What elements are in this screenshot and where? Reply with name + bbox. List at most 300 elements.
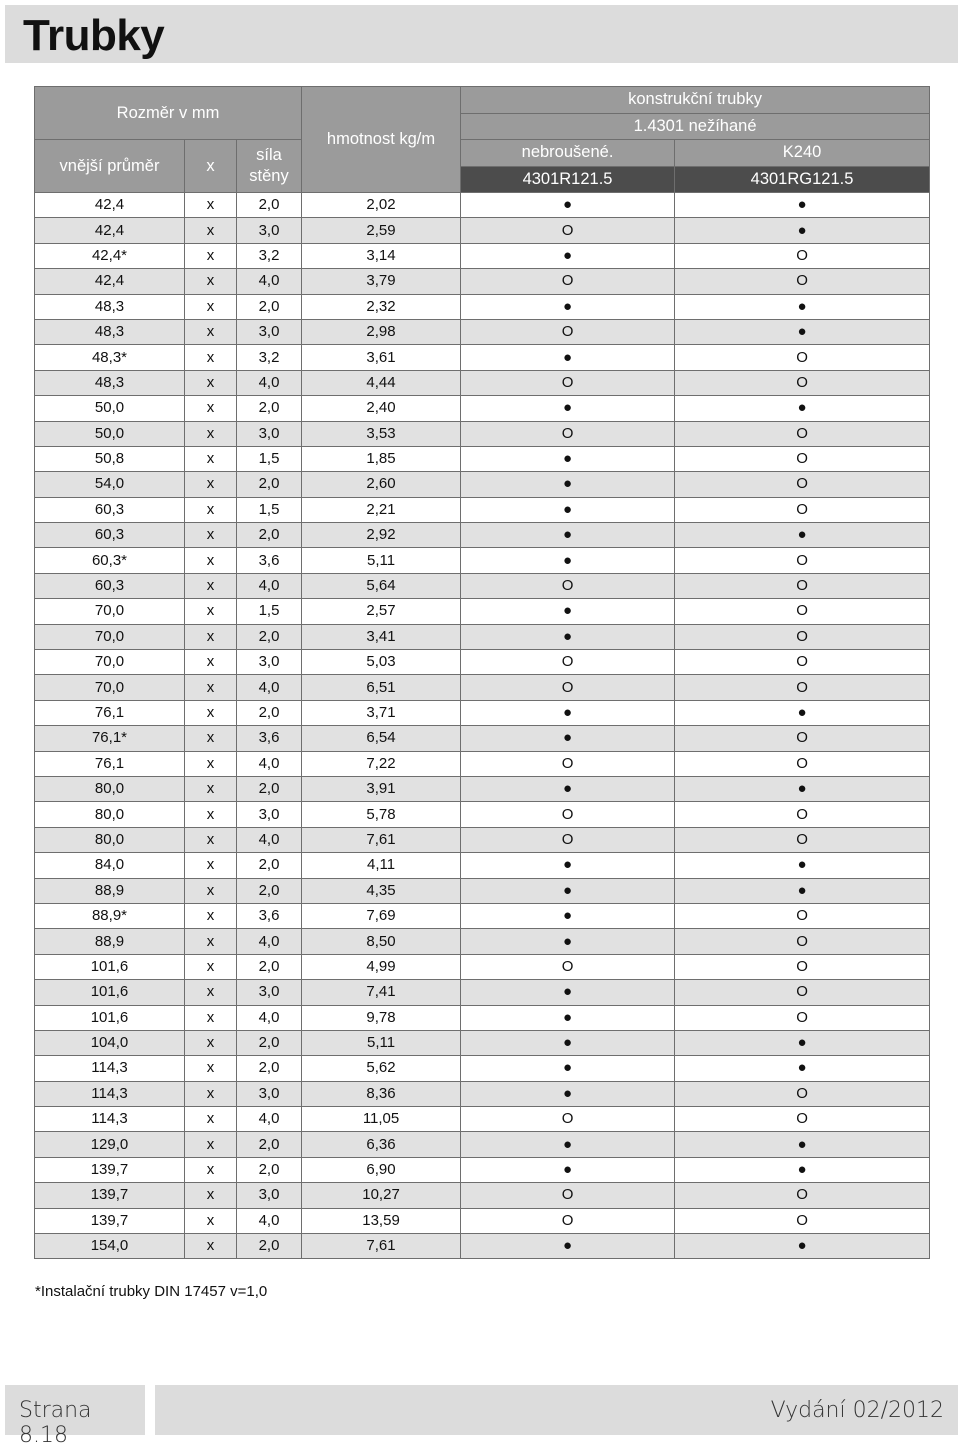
outer-diameter-cell: 48,3 <box>35 294 185 319</box>
outer-diameter-cell: 84,0 <box>35 853 185 878</box>
weight-cell: 8,36 <box>302 1081 461 1106</box>
outer-diameter-cell: 114,3 <box>35 1056 185 1081</box>
variant-b-availability: O <box>675 726 930 751</box>
wall-thickness-cell: 3,0 <box>237 1081 302 1106</box>
outer-diameter-cell: 70,0 <box>35 675 185 700</box>
outer-diameter-cell: 42,4 <box>35 193 185 218</box>
weight-cell: 2,02 <box>302 193 461 218</box>
variant-a-availability: ● <box>461 903 675 928</box>
x-cell: x <box>185 1157 237 1182</box>
x-cell: x <box>185 319 237 344</box>
wall-thickness-cell: 4,0 <box>237 1005 302 1030</box>
variant-b-availability: ● <box>675 523 930 548</box>
wall-thickness-cell: 4,0 <box>237 1107 302 1132</box>
table-row <box>35 853 930 878</box>
table-header <box>35 87 930 193</box>
weight-cell: 9,78 <box>302 1005 461 1030</box>
table-body <box>35 193 930 1259</box>
variant-a-availability: ● <box>461 1081 675 1106</box>
weight-cell: 2,21 <box>302 497 461 522</box>
variant-b-availability: O <box>675 929 930 954</box>
variant-a-availability: ● <box>461 294 675 319</box>
x-cell: x <box>185 954 237 979</box>
x-cell: x <box>185 294 237 319</box>
wall-thickness-cell: 3,0 <box>237 421 302 446</box>
outer-diameter-cell: 50,8 <box>35 446 185 471</box>
variant-b-availability: ● <box>675 218 930 243</box>
x-cell: x <box>185 853 237 878</box>
x-cell: x <box>185 497 237 522</box>
x-cell: x <box>185 650 237 675</box>
wall-thickness-cell: 4,0 <box>237 573 302 598</box>
table-row <box>35 650 930 675</box>
table-row <box>35 243 930 268</box>
variant-a-availability: ● <box>461 624 675 649</box>
weight-cell: 2,60 <box>302 472 461 497</box>
wall-thickness-cell: 4,0 <box>237 929 302 954</box>
variant-a-availability: O <box>461 751 675 776</box>
variant-b-availability: ● <box>675 319 930 344</box>
weight-cell: 6,36 <box>302 1132 461 1157</box>
x-cell: x <box>185 929 237 954</box>
table-row <box>35 370 930 395</box>
table-row <box>35 421 930 446</box>
variant-b-availability: O <box>675 548 930 573</box>
variant-b-availability: O <box>675 421 930 446</box>
table-row <box>35 827 930 852</box>
wall-thickness-cell: 2,0 <box>237 624 302 649</box>
variant-a-availability: ● <box>461 726 675 751</box>
x-cell: x <box>185 751 237 776</box>
weight-cell: 4,11 <box>302 853 461 878</box>
variant-a-availability: ● <box>461 700 675 725</box>
variant-b-availability: ● <box>675 1056 930 1081</box>
variant-b-availability: O <box>675 624 930 649</box>
outer-diameter-cell: 88,9 <box>35 929 185 954</box>
outer-diameter-cell: 154,0 <box>35 1234 185 1259</box>
variant-a-availability: ● <box>461 446 675 471</box>
variant-b-availability: O <box>675 573 930 598</box>
table-row <box>35 726 930 751</box>
weight-cell: 8,50 <box>302 929 461 954</box>
variant-b-availability: ● <box>675 294 930 319</box>
wall-thickness-cell: 2,0 <box>237 294 302 319</box>
weight-cell: 4,44 <box>302 370 461 395</box>
variant-a-availability: O <box>461 573 675 598</box>
weight-cell: 1,85 <box>302 446 461 471</box>
table-row <box>35 573 930 598</box>
variant-a-availability: O <box>461 1107 675 1132</box>
variant-b-availability: O <box>675 954 930 979</box>
outer-diameter-cell: 50,0 <box>35 396 185 421</box>
x-cell: x <box>185 1056 237 1081</box>
variant-b-availability: O <box>675 446 930 471</box>
wall-thickness-cell: 2,0 <box>237 954 302 979</box>
weight-cell: 4,99 <box>302 954 461 979</box>
weight-cell: 5,64 <box>302 573 461 598</box>
variant-b-availability: O <box>675 497 930 522</box>
wall-thickness-cell: 3,0 <box>237 1183 302 1208</box>
variant-b-availability: O <box>675 472 930 497</box>
wall-thickness-cell: 2,0 <box>237 878 302 903</box>
weight-cell: 3,91 <box>302 776 461 801</box>
table-row <box>35 1030 930 1055</box>
outer-diameter-cell: 54,0 <box>35 472 185 497</box>
weight-cell: 3,71 <box>302 700 461 725</box>
variant-b-availability: ● <box>675 853 930 878</box>
table-row <box>35 1107 930 1132</box>
x-cell: x <box>185 802 237 827</box>
outer-diameter-cell: 104,0 <box>35 1030 185 1055</box>
variant-b-availability: O <box>675 980 930 1005</box>
table-row <box>35 497 930 522</box>
weight-cell: 7,61 <box>302 1234 461 1259</box>
wall-thickness-cell: 4,0 <box>237 827 302 852</box>
variant-b-availability: O <box>675 1005 930 1030</box>
weight-cell: 2,92 <box>302 523 461 548</box>
outer-diameter-cell: 70,0 <box>35 599 185 624</box>
table-row <box>35 319 930 344</box>
x-cell: x <box>185 903 237 928</box>
edition: Vydání 02/2012 <box>770 1398 944 1423</box>
variant-b-availability: O <box>675 827 930 852</box>
variant-a-availability: O <box>461 802 675 827</box>
outer-diameter-cell: 80,0 <box>35 827 185 852</box>
table-row <box>35 624 930 649</box>
variant-b-availability: ● <box>675 1157 930 1182</box>
wall-thickness-cell: 3,6 <box>237 548 302 573</box>
x-cell: x <box>185 675 237 700</box>
x-header: x <box>185 140 237 193</box>
weight-cell: 3,14 <box>302 243 461 268</box>
variant-b-availability: O <box>675 903 930 928</box>
variant-a-availability: ● <box>461 853 675 878</box>
outer-diameter-cell: 80,0 <box>35 776 185 801</box>
variant-a-availability: O <box>461 1208 675 1233</box>
table-row <box>35 1081 930 1106</box>
wall-thickness-cell: 2,0 <box>237 523 302 548</box>
variant-a-availability: ● <box>461 1157 675 1182</box>
wall-thickness-cell: 4,0 <box>237 1208 302 1233</box>
wall-thickness-cell: 2,0 <box>237 1234 302 1259</box>
x-cell: x <box>185 345 237 370</box>
table-row <box>35 269 930 294</box>
x-cell: x <box>185 1081 237 1106</box>
variant-a-availability: ● <box>461 243 675 268</box>
variant-a-availability: ● <box>461 497 675 522</box>
variant-a-availability: O <box>461 218 675 243</box>
outer-diameter-cell: 76,1 <box>35 751 185 776</box>
outer-diameter-cell: 139,7 <box>35 1183 185 1208</box>
wall-thickness-cell: 4,0 <box>237 751 302 776</box>
x-cell: x <box>185 218 237 243</box>
wall-thickness-cell: 4,0 <box>237 269 302 294</box>
table-row <box>35 903 930 928</box>
x-cell: x <box>185 573 237 598</box>
variant-a-availability: ● <box>461 345 675 370</box>
outer-diameter-cell: 101,6 <box>35 954 185 979</box>
table-row <box>35 675 930 700</box>
variant-a-availability: O <box>461 650 675 675</box>
variant-a-availability: ● <box>461 776 675 801</box>
variant-b-availability: ● <box>675 776 930 801</box>
finish-b-header: K240 <box>675 140 930 167</box>
wall-thickness-cell: 1,5 <box>237 497 302 522</box>
table-row <box>35 193 930 218</box>
variant-b-availability: ● <box>675 396 930 421</box>
weight-cell: 5,62 <box>302 1056 461 1081</box>
variant-a-availability: ● <box>461 929 675 954</box>
variant-b-availability: O <box>675 599 930 624</box>
size-group-header: Rozměr v mm <box>35 87 302 140</box>
wall-thickness-cell: 2,0 <box>237 1132 302 1157</box>
table-row <box>35 218 930 243</box>
outer-diameter-cell: 42,4* <box>35 243 185 268</box>
x-cell: x <box>185 472 237 497</box>
wall-thickness-cell: 3,0 <box>237 218 302 243</box>
x-cell: x <box>185 827 237 852</box>
variant-a-availability: O <box>461 269 675 294</box>
outer-diameter-cell: 88,9* <box>35 903 185 928</box>
wall-thickness-cell: 3,2 <box>237 345 302 370</box>
construction-header: konstrukční trubky <box>461 87 930 114</box>
x-cell: x <box>185 700 237 725</box>
weight-cell: 6,90 <box>302 1157 461 1182</box>
variant-a-availability: ● <box>461 878 675 903</box>
table-row <box>35 751 930 776</box>
wall-thickness-cell: 2,0 <box>237 700 302 725</box>
variant-a-availability: ● <box>461 396 675 421</box>
outer-diameter-cell: 70,0 <box>35 650 185 675</box>
x-cell: x <box>185 980 237 1005</box>
wall-thickness-cell: 3,0 <box>237 980 302 1005</box>
variant-b-availability: ● <box>675 193 930 218</box>
x-cell: x <box>185 776 237 801</box>
weight-cell: 7,61 <box>302 827 461 852</box>
weight-cell: 4,35 <box>302 878 461 903</box>
weight-cell: 6,54 <box>302 726 461 751</box>
variant-a-availability: ● <box>461 1234 675 1259</box>
weight-cell: 5,78 <box>302 802 461 827</box>
variant-a-availability: ● <box>461 193 675 218</box>
variant-a-availability: O <box>461 421 675 446</box>
code-b-header: 4301RG121.5 <box>675 166 930 193</box>
weight-cell: 2,98 <box>302 319 461 344</box>
outer-diameter-cell: 60,3* <box>35 548 185 573</box>
weight-cell: 7,41 <box>302 980 461 1005</box>
table-row <box>35 472 930 497</box>
outer-diameter-cell: 101,6 <box>35 1005 185 1030</box>
wall-thickness-cell: 3,0 <box>237 650 302 675</box>
weight-cell: 6,51 <box>302 675 461 700</box>
x-cell: x <box>185 624 237 649</box>
outer-diameter-cell: 70,0 <box>35 624 185 649</box>
x-cell: x <box>185 878 237 903</box>
variant-b-availability: O <box>675 675 930 700</box>
variant-b-availability: O <box>675 802 930 827</box>
x-cell: x <box>185 446 237 471</box>
wall-thickness-cell: 3,2 <box>237 243 302 268</box>
outer-diameter-cell: 42,4 <box>35 218 185 243</box>
outer-diameter-cell: 60,3 <box>35 497 185 522</box>
title-bar <box>5 5 958 63</box>
material-header: 1.4301 nežíhané <box>461 113 930 140</box>
footnote: *Instalační trubky DIN 17457 v=1,0 <box>35 1283 268 1300</box>
weight-cell: 7,69 <box>302 903 461 928</box>
x-cell: x <box>185 370 237 395</box>
table-row <box>35 345 930 370</box>
table-row <box>35 396 930 421</box>
weight-cell: 11,05 <box>302 1107 461 1132</box>
weight-cell: 2,32 <box>302 294 461 319</box>
outer-diameter-cell: 114,3 <box>35 1081 185 1106</box>
wall-thickness-cell: 2,0 <box>237 853 302 878</box>
table-row <box>35 954 930 979</box>
table-row <box>35 929 930 954</box>
outer-diameter-cell: 88,9 <box>35 878 185 903</box>
weight-cell: 3,41 <box>302 624 461 649</box>
variant-b-availability: O <box>675 1208 930 1233</box>
variant-b-availability: O <box>675 751 930 776</box>
weight-cell: 2,57 <box>302 599 461 624</box>
table-row <box>35 802 930 827</box>
outer-diameter-cell: 114,3 <box>35 1107 185 1132</box>
weight-header: hmotnost kg/m <box>302 87 461 193</box>
table-row <box>35 1157 930 1182</box>
variant-b-availability: ● <box>675 878 930 903</box>
variant-b-availability: O <box>675 1081 930 1106</box>
variant-b-availability: ● <box>675 1132 930 1157</box>
wall-thickness-cell: 4,0 <box>237 370 302 395</box>
x-cell: x <box>185 1132 237 1157</box>
wall-thickness-line2: stěny <box>249 167 289 185</box>
x-cell: x <box>185 243 237 268</box>
wall-thickness-cell: 2,0 <box>237 193 302 218</box>
wall-thickness-cell: 1,5 <box>237 446 302 471</box>
x-cell: x <box>185 726 237 751</box>
weight-cell: 3,53 <box>302 421 461 446</box>
weight-cell: 5,11 <box>302 1030 461 1055</box>
variant-a-availability: ● <box>461 1030 675 1055</box>
wall-thickness-cell: 2,0 <box>237 1030 302 1055</box>
variant-b-availability: O <box>675 1183 930 1208</box>
table-row <box>35 878 930 903</box>
outer-diameter-cell: 129,0 <box>35 1132 185 1157</box>
variant-b-availability: O <box>675 269 930 294</box>
x-cell: x <box>185 396 237 421</box>
weight-cell: 5,03 <box>302 650 461 675</box>
x-cell: x <box>185 1208 237 1233</box>
table-row <box>35 294 930 319</box>
variant-b-availability: O <box>675 1107 930 1132</box>
table-row <box>35 446 930 471</box>
table-row <box>35 700 930 725</box>
variant-a-availability: ● <box>461 1132 675 1157</box>
x-cell: x <box>185 523 237 548</box>
outer-diameter-cell: 139,7 <box>35 1157 185 1182</box>
wall-thickness-line1: síla <box>256 146 282 164</box>
table-row <box>35 1183 930 1208</box>
x-cell: x <box>185 1005 237 1030</box>
table-row <box>35 776 930 801</box>
variant-b-availability: O <box>675 370 930 395</box>
weight-cell: 7,22 <box>302 751 461 776</box>
wall-thickness-header <box>237 140 302 193</box>
variant-a-availability: ● <box>461 548 675 573</box>
variant-b-availability: O <box>675 345 930 370</box>
table-row <box>35 548 930 573</box>
wall-thickness-cell: 2,0 <box>237 472 302 497</box>
table-row <box>35 1208 930 1233</box>
variant-a-availability: O <box>461 370 675 395</box>
outer-diameter-cell: 48,3* <box>35 345 185 370</box>
table-row <box>35 980 930 1005</box>
table-row <box>35 523 930 548</box>
variant-a-availability: ● <box>461 1056 675 1081</box>
wall-thickness-cell: 3,0 <box>237 319 302 344</box>
variant-b-availability: O <box>675 243 930 268</box>
outer-diameter-cell: 48,3 <box>35 319 185 344</box>
outer-diameter-header: vnější průměr <box>35 140 185 193</box>
x-cell: x <box>185 269 237 294</box>
footer-page-box <box>5 1385 145 1448</box>
outer-diameter-cell: 76,1* <box>35 726 185 751</box>
variant-a-availability: O <box>461 675 675 700</box>
x-cell: x <box>185 1234 237 1259</box>
table-row <box>35 599 930 624</box>
x-cell: x <box>185 548 237 573</box>
outer-diameter-cell: 60,3 <box>35 523 185 548</box>
code-a-header: 4301R121.5 <box>461 166 675 193</box>
variant-a-availability: O <box>461 319 675 344</box>
table-row <box>35 1132 930 1157</box>
variant-b-availability: O <box>675 650 930 675</box>
wall-thickness-cell: 3,6 <box>237 903 302 928</box>
weight-cell: 2,40 <box>302 396 461 421</box>
variant-a-availability: ● <box>461 523 675 548</box>
outer-diameter-cell: 76,1 <box>35 700 185 725</box>
outer-diameter-cell: 50,0 <box>35 421 185 446</box>
variant-a-availability: ● <box>461 1005 675 1030</box>
variant-a-availability: ● <box>461 599 675 624</box>
x-cell: x <box>185 421 237 446</box>
table-row <box>35 1005 930 1030</box>
finish-a-header: nebroušené. <box>461 140 675 167</box>
footer-edition-box <box>155 1385 958 1435</box>
wall-thickness-cell: 2,0 <box>237 1157 302 1182</box>
table-row <box>35 1234 930 1259</box>
x-cell: x <box>185 1030 237 1055</box>
x-cell: x <box>185 599 237 624</box>
wall-thickness-cell: 3,0 <box>237 802 302 827</box>
weight-cell: 13,59 <box>302 1208 461 1233</box>
outer-diameter-cell: 42,4 <box>35 269 185 294</box>
pipe-table <box>34 86 930 1259</box>
page-number: Strana 8.18 <box>19 1398 92 1448</box>
weight-cell: 5,11 <box>302 548 461 573</box>
weight-cell: 10,27 <box>302 1183 461 1208</box>
outer-diameter-cell: 139,7 <box>35 1208 185 1233</box>
variant-a-availability: ● <box>461 980 675 1005</box>
variant-a-availability: O <box>461 954 675 979</box>
variant-a-availability: O <box>461 827 675 852</box>
outer-diameter-cell: 101,6 <box>35 980 185 1005</box>
outer-diameter-cell: 48,3 <box>35 370 185 395</box>
variant-b-availability: ● <box>675 1030 930 1055</box>
outer-diameter-cell: 60,3 <box>35 573 185 598</box>
wall-thickness-cell: 3,6 <box>237 726 302 751</box>
weight-cell: 3,79 <box>302 269 461 294</box>
